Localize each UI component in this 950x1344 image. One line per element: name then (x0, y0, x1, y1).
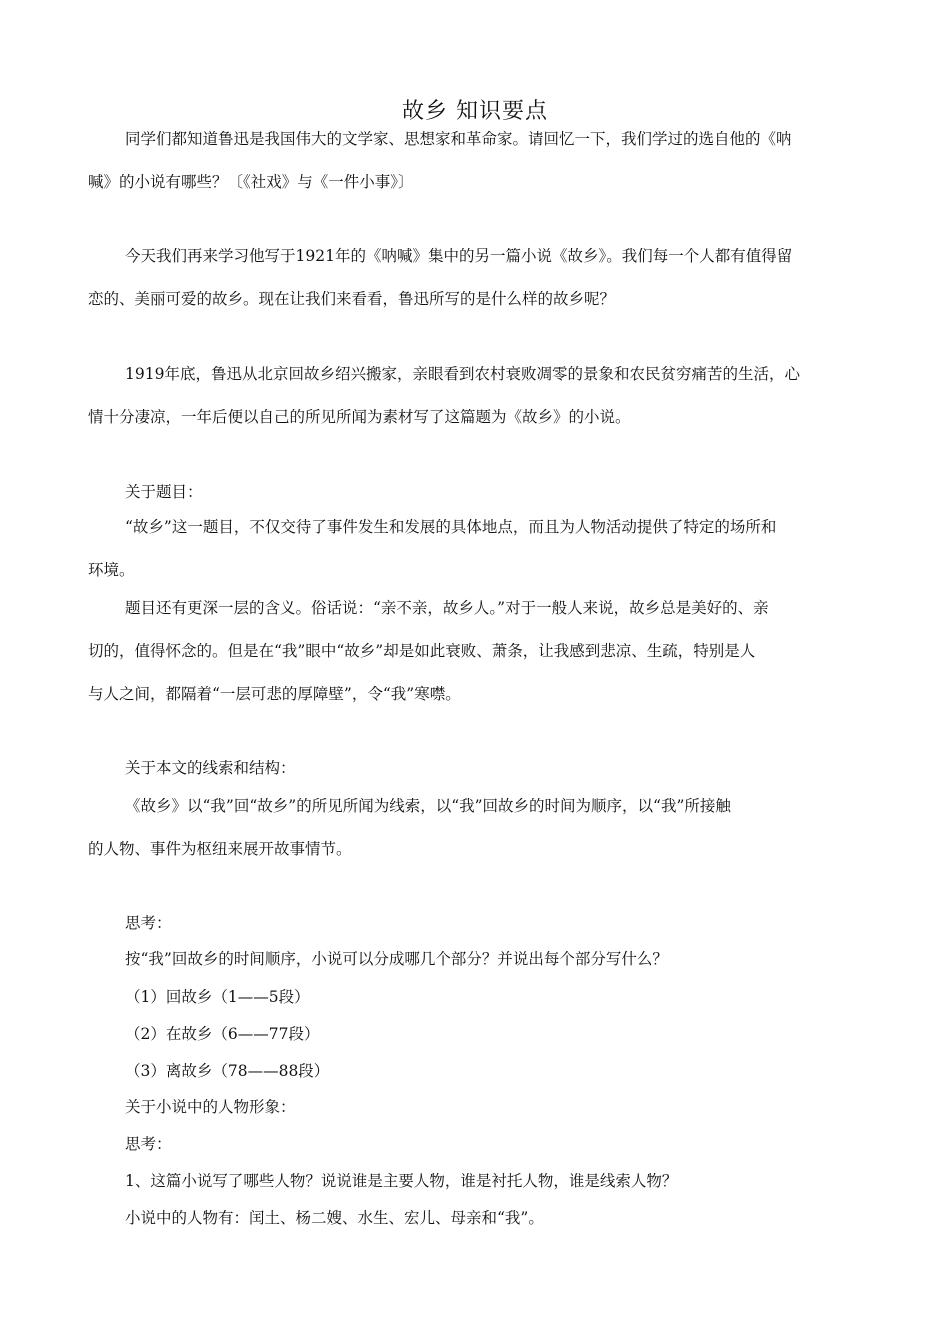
section-heading: 思考： (125, 914, 172, 932)
paragraph-line: 《故乡》以“我”回“故乡”的所见所闻为线索，以“我”回故乡的时间为顺序，以“我”所接触 (125, 797, 731, 815)
list-item: （1）回故乡（1——5段） (125, 988, 310, 1006)
paragraph-line: 今天我们再来学习他写于1921年的《呐喊》集中的另一篇小说《故乡》。我们每一个人都有值得留 (125, 247, 793, 265)
paragraph-line: 与人之间，都隔着“一层可悲的厚障壁”，令“我”寒噤。 (88, 685, 461, 703)
paragraph-line: 恋的、美丽可爱的故乡。现在让我们来看看，鲁迅所写的是什么样的故乡呢？ (88, 290, 616, 308)
page-title: 故乡 知识要点 (402, 99, 548, 124)
section-heading: 关于小说中的人物形象： (125, 1098, 296, 1116)
paragraph-line: 喊》的小说有哪些？〔《社戏》与《一件小事》〕 (88, 173, 414, 191)
section-heading: 思考： (125, 1135, 172, 1153)
section-heading: 关于题目： (125, 483, 203, 501)
paragraph-line: 题目还有更深一层的含义。俗话说：“亲不亲，故乡人。”对于一般人来说，故乡总是美好的、亲 (125, 599, 769, 617)
question-line: 按“我”回故乡的时间顺序，小说可以分成哪几个部分？并说出每个部分写什么？ (125, 950, 668, 968)
paragraph-line: 小说中的人物有：闰土、杨二嫂、水生、宏儿、母亲和“我”。 (125, 1209, 544, 1227)
paragraph-line: 情十分凄凉，一年后便以自己的所见所闻为素材写了这篇题为《故乡》的小说。 (88, 408, 631, 426)
list-item: （2）在故乡（6——77段） (125, 1025, 320, 1043)
paragraph-line: “故乡”这一题目，不仅交待了事件发生和发展的具体地点，而且为人物活动提供了特定的场所和 (125, 518, 777, 536)
paragraph-line: 环境。 (88, 561, 135, 579)
list-item: （3）离故乡（78——88段） (125, 1062, 330, 1080)
paragraph-line: 切的，值得怀念的。但是在“我”眼中“故乡”却是如此衰败、萧条，让我感到悲凉、生疏，特别是人 (88, 642, 756, 660)
paragraph-line: 的人物、事件为枢纽来展开故事情节。 (88, 840, 352, 858)
paragraph-line: 1919年底，鲁迅从北京回故乡绍兴搬家，亲眼看到农村衰败凋零的景象和农民贫穷痛苦的生活，心 (125, 365, 800, 383)
section-heading: 关于本文的线索和结构： (125, 759, 296, 777)
question-line: 1、这篇小说写了哪些人物？说说谁是主要人物，谁是衬托人物，谁是线索人物？ (125, 1172, 678, 1190)
paragraph-line: 同学们都知道鲁迅是我国伟大的文学家、思想家和革命家。请回忆一下，我们学过的选自他的《呐 (125, 130, 792, 148)
